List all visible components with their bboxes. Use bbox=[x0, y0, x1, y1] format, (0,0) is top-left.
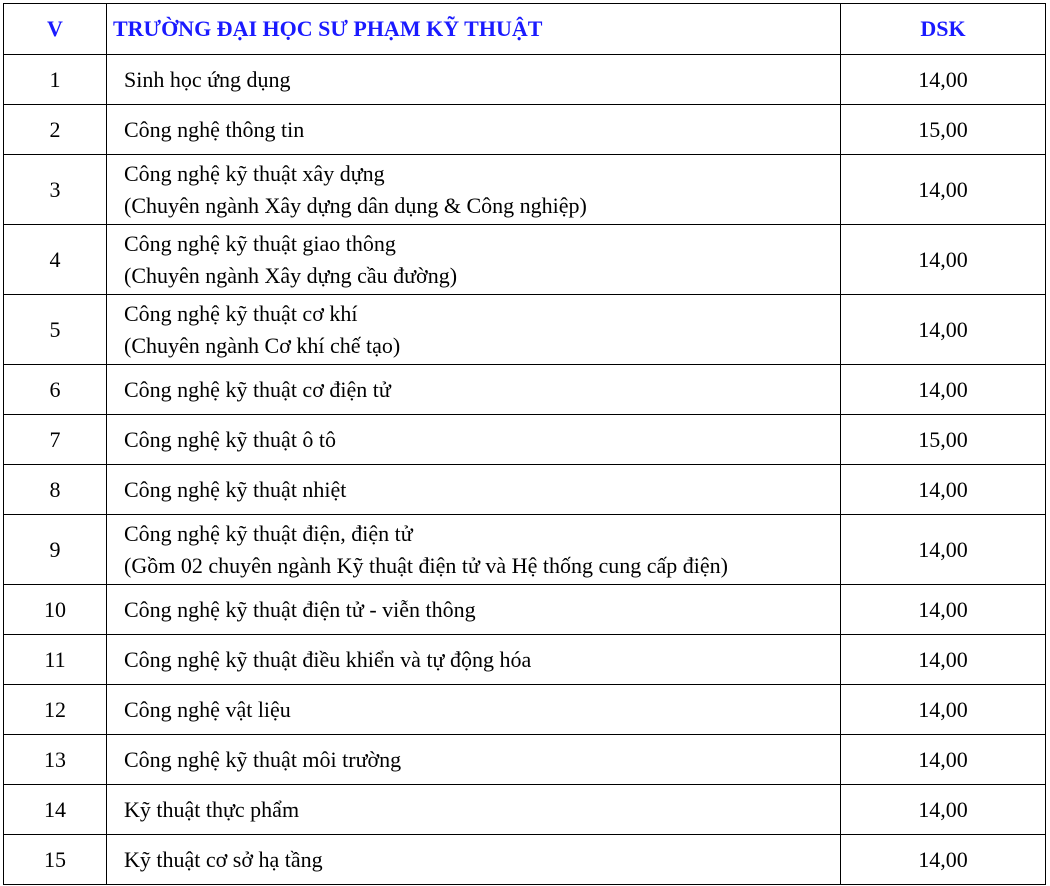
table-row bbox=[4, 515, 1046, 585]
major-name: Công nghệ kỹ thuật điện tử - viễn thông bbox=[124, 596, 476, 622]
major-specialization: (Gồm 02 chuyên ngành Kỹ thuật điện tử và Hệ thống cung cấp điện) bbox=[124, 552, 728, 578]
table-row bbox=[4, 585, 1046, 635]
table-row bbox=[4, 415, 1046, 465]
table-row bbox=[4, 295, 1046, 365]
row-index: 14 bbox=[4, 785, 107, 835]
row-index: 13 bbox=[4, 735, 107, 785]
major-specialization: (Chuyên ngành Cơ khí chế tạo) bbox=[124, 332, 401, 358]
row-major-cell bbox=[107, 735, 841, 785]
major-name: Công nghệ kỹ thuật điều khiển và tự động hóa bbox=[124, 646, 532, 672]
row-index: 2 bbox=[4, 105, 107, 155]
row-score: 14,00 bbox=[841, 465, 1046, 515]
row-score: 14,00 bbox=[841, 155, 1046, 225]
major-name: Kỹ thuật thực phẩm bbox=[124, 796, 300, 822]
row-score: 14,00 bbox=[841, 585, 1046, 635]
table-body bbox=[4, 55, 1046, 885]
row-score: 15,00 bbox=[841, 105, 1046, 155]
row-score: 14,00 bbox=[841, 735, 1046, 785]
header-score: DSK bbox=[841, 4, 1046, 55]
major-name: Kỹ thuật cơ sở hạ tầng bbox=[124, 846, 323, 872]
row-major-cell bbox=[107, 465, 841, 515]
row-index: 1 bbox=[4, 55, 107, 105]
row-major-cell bbox=[107, 685, 841, 735]
major-name: Công nghệ kỹ thuật điện, điện tử bbox=[124, 520, 413, 546]
row-index: 4 bbox=[4, 225, 107, 295]
row-score: 14,00 bbox=[841, 785, 1046, 835]
major-name: Công nghệ kỹ thuật ô tô bbox=[124, 426, 337, 452]
row-major-cell bbox=[107, 785, 841, 835]
table-row bbox=[4, 365, 1046, 415]
row-major-cell bbox=[107, 105, 841, 155]
row-score: 14,00 bbox=[841, 55, 1046, 105]
row-index: 11 bbox=[4, 635, 107, 685]
major-name: Công nghệ thông tin bbox=[124, 116, 305, 142]
row-index: 12 bbox=[4, 685, 107, 735]
row-index: 6 bbox=[4, 365, 107, 415]
row-index: 7 bbox=[4, 415, 107, 465]
row-major-cell bbox=[107, 55, 841, 105]
row-score: 15,00 bbox=[841, 415, 1046, 465]
row-index: 9 bbox=[4, 515, 107, 585]
major-name: Công nghệ kỹ thuật cơ điện tử bbox=[124, 376, 391, 402]
row-score: 14,00 bbox=[841, 225, 1046, 295]
row-major-cell bbox=[107, 295, 841, 365]
table-row bbox=[4, 155, 1046, 225]
table-row bbox=[4, 835, 1046, 885]
header-university-name: TRƯỜNG ĐẠI HỌC SƯ PHẠM KỸ THUẬT bbox=[107, 4, 841, 55]
table-row bbox=[4, 685, 1046, 735]
table-row bbox=[4, 105, 1046, 155]
major-name: Công nghệ kỹ thuật môi trường bbox=[124, 746, 402, 772]
row-index: 15 bbox=[4, 835, 107, 885]
table-header-row bbox=[4, 4, 1046, 55]
header-index: V bbox=[4, 4, 107, 55]
row-index: 10 bbox=[4, 585, 107, 635]
table-row bbox=[4, 635, 1046, 685]
row-major-cell bbox=[107, 585, 841, 635]
row-major-cell bbox=[107, 415, 841, 465]
major-name: Sinh học ứng dụng bbox=[124, 66, 291, 92]
row-index: 8 bbox=[4, 465, 107, 515]
row-major-cell bbox=[107, 515, 841, 585]
table-row bbox=[4, 225, 1046, 295]
table-row bbox=[4, 785, 1046, 835]
major-specialization: (Chuyên ngành Xây dựng cầu đường) bbox=[124, 262, 458, 288]
table-row bbox=[4, 735, 1046, 785]
row-score: 14,00 bbox=[841, 515, 1046, 585]
row-major-cell bbox=[107, 835, 841, 885]
row-score: 14,00 bbox=[841, 685, 1046, 735]
row-score: 14,00 bbox=[841, 635, 1046, 685]
row-major-cell bbox=[107, 365, 841, 415]
major-name: Công nghệ kỹ thuật xây dựng bbox=[124, 160, 385, 186]
row-score: 14,00 bbox=[841, 295, 1046, 365]
row-major-cell bbox=[107, 635, 841, 685]
table-row bbox=[4, 465, 1046, 515]
major-specialization: (Chuyên ngành Xây dựng dân dụng & Công nghiệp) bbox=[124, 192, 587, 218]
row-major-cell bbox=[107, 225, 841, 295]
row-index: 5 bbox=[4, 295, 107, 365]
admission-score-table bbox=[3, 3, 1046, 885]
row-score: 14,00 bbox=[841, 365, 1046, 415]
row-major-cell bbox=[107, 155, 841, 225]
table-row bbox=[4, 55, 1046, 105]
row-index: 3 bbox=[4, 155, 107, 225]
row-score: 14,00 bbox=[841, 835, 1046, 885]
major-name: Công nghệ vật liệu bbox=[124, 696, 291, 722]
major-name: Công nghệ kỹ thuật nhiệt bbox=[124, 476, 347, 502]
major-name: Công nghệ kỹ thuật cơ khí bbox=[124, 300, 358, 326]
major-name: Công nghệ kỹ thuật giao thông bbox=[124, 230, 396, 256]
